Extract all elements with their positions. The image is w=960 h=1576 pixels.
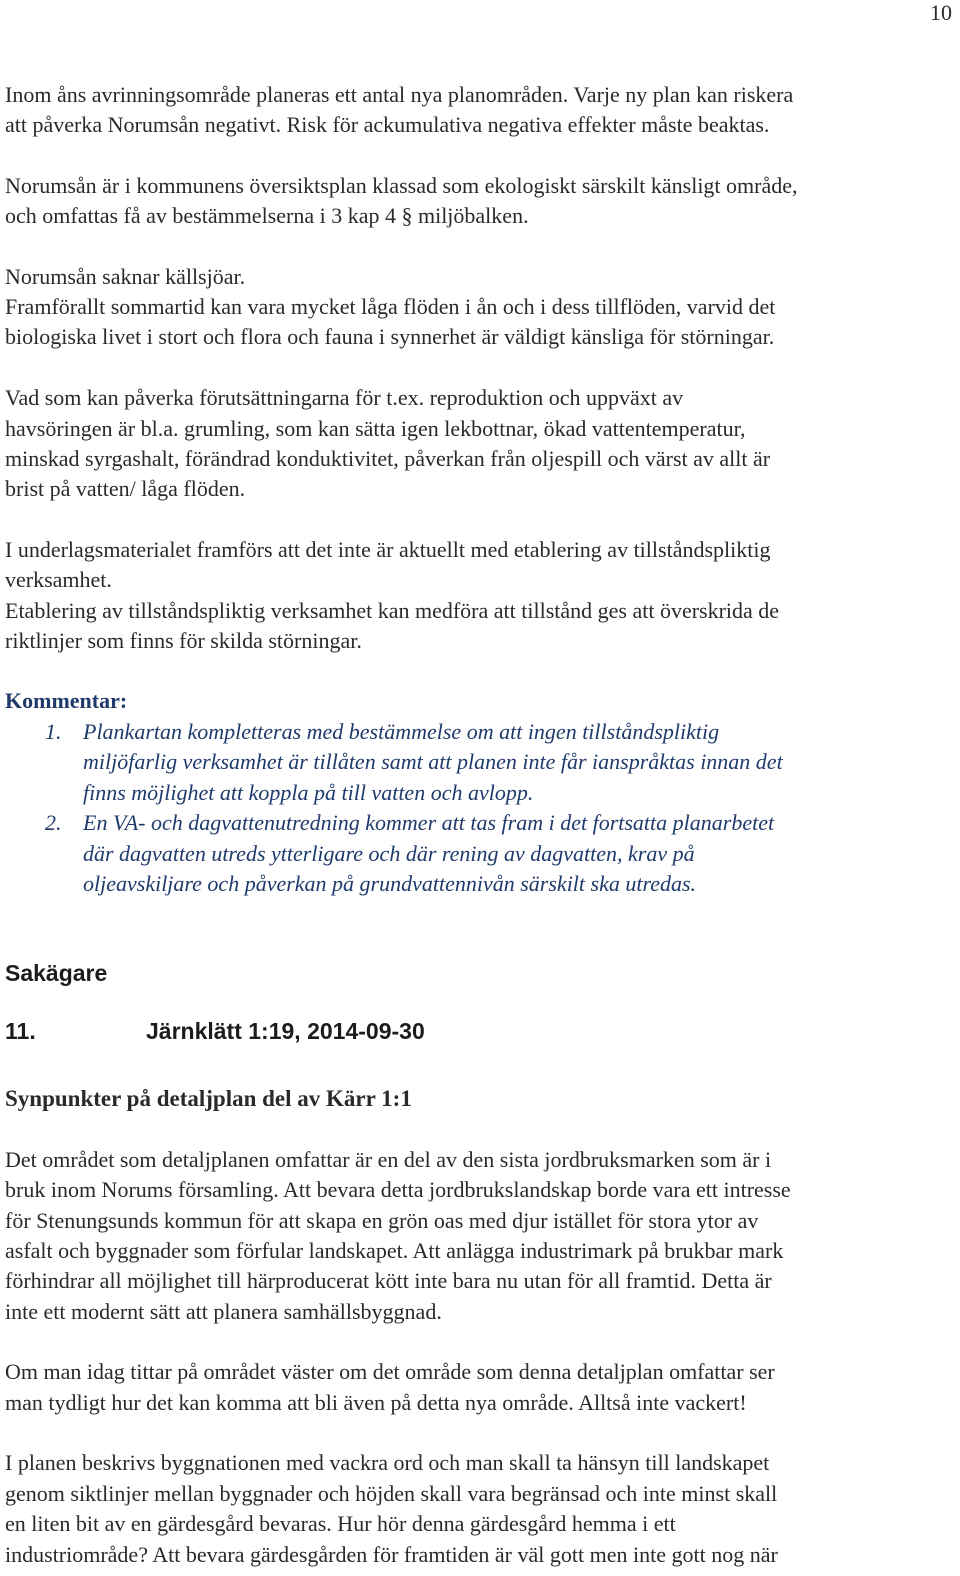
comment-item-line: En VA- och dagvattenutredning kommer att tas fram i det fortsatta planarbetet xyxy=(83,810,775,835)
text-line: I planen beskrivs byggnationen med vackra ord och man skall ta hänsyn till landskapet xyxy=(5,1450,770,1475)
entry-number: 11. xyxy=(5,1018,36,1044)
entry-title: Järnklätt 1:19, 2014-09-30 xyxy=(146,1018,425,1044)
text-line: man tydligt hur det kan komma att bli även på detta nya område. Alltså inte vackert! xyxy=(5,1390,747,1415)
section-title: Sakägare xyxy=(5,960,108,986)
comment-item-line: oljeavskiljare och påverkan på grundvattennivån särskilt ska utredas. xyxy=(83,871,697,896)
text-line: Norumsån saknar källsjöar. xyxy=(5,264,246,289)
text-line: verksamhet. xyxy=(5,567,112,592)
comment-item-continuation xyxy=(5,747,783,777)
comment-label: Kommentar: xyxy=(5,688,128,713)
text-line: industriområde? Att bevara gärdesgården för framtiden är väl gott men inte gott nog när xyxy=(5,1542,778,1567)
comment-item-number: 1. xyxy=(45,719,62,744)
subheading: Synpunkter på detaljplan del av Kärr 1:1 xyxy=(5,1086,412,1111)
comment-item-continuation xyxy=(5,869,696,899)
text-line: brist på vatten/ låga flöden. xyxy=(5,476,246,501)
comment-item-line: finns möjlighet att koppla på till vatten och avlopp. xyxy=(83,780,534,805)
text-line: I underlagsmaterialet framförs att det inte är aktuellt med etablering av tillståndspliktig xyxy=(5,537,771,562)
page-number: 10 xyxy=(930,0,952,25)
comment-item-number: 2. xyxy=(45,810,62,835)
comment-item-line: miljöfarlig verksamhet är tillåten samt att planen inte får ianspråktas innan det xyxy=(83,749,783,774)
text-line: inte ett modernt sätt att planera samhällsbyggnad. xyxy=(5,1299,442,1324)
text-line: Etablering av tillståndspliktig verksamhet kan medföra att tillstånd ges att överskrida de xyxy=(5,598,780,623)
comment-item-line: Plankartan kompletteras med bestämmelse om att ingen tillståndspliktig xyxy=(83,719,720,744)
text-line: en liten bit av en gärdesgård bevaras. Hur hör denna gärdesgård hemma i ett xyxy=(5,1511,676,1536)
text-line: Inom åns avrinningsområde planeras ett antal nya planområden. Varje ny plan kan riskera xyxy=(5,82,794,107)
comment-item-continuation xyxy=(5,839,695,869)
text-line: havsöringen är bl.a. grumling, som kan sätta igen lekbottnar, ökad vattentemperatur, xyxy=(5,416,746,441)
text-line: genom siktlinjer mellan byggnader och höjden skall vara begränsad och inte minst skall xyxy=(5,1481,778,1506)
text-line: Det området som detaljplanen omfattar är en del av den sista jordbruksmarken som är i xyxy=(5,1147,772,1172)
text-line: Framförallt sommartid kan vara mycket låga flöden i ån och i dess tillflöden, varvid det xyxy=(5,294,776,319)
text-line: Om man idag tittar på området väster om det område som denna detaljplan omfattar ser xyxy=(5,1359,775,1384)
text-line: Norumsån är i kommunens översiktsplan klassad som ekologiskt särskilt känsligt område, xyxy=(5,173,798,198)
text-line: minskad syrgashalt, förändrad konduktivitet, påverkan från oljespill och värst av allt är xyxy=(5,446,771,471)
text-line: för Stenungsunds kommun för att skapa en grön oas med djur istället för stora ytor av xyxy=(5,1208,759,1233)
text-line: asfalt och byggnader som förfular landskapet. Att anlägga industrimark på brukbar mark xyxy=(5,1238,784,1263)
text-line: bruk inom Norums församling. Att bevara detta jordbrukslandskap borde vara ett intresse xyxy=(5,1177,791,1202)
text-line: förhindrar all möjlighet till härproducerat kött inte bara nu utan för all framtid. Detta är xyxy=(5,1268,772,1293)
text-line: biologiska livet i stort och flora och fauna i synnerhet är väldigt känsliga för störningar. xyxy=(5,324,775,349)
comment-item-continuation xyxy=(5,778,533,808)
text-line: riktlinjer som finns för skilda störningar. xyxy=(5,628,362,653)
comment-item-line: där dagvatten utreds ytterligare och där rening av dagvatten, krav på xyxy=(83,841,695,866)
text-line: och omfattas få av bestämmelserna i 3 kap 4 § miljöbalken. xyxy=(5,203,529,228)
text-line: att påverka Norumsån negativt. Risk för ackumulativa negativa effekter måste beaktas. xyxy=(5,112,770,137)
text-line: Vad som kan påverka förutsättningarna för t.ex. reproduktion och uppväxt av xyxy=(5,385,684,410)
